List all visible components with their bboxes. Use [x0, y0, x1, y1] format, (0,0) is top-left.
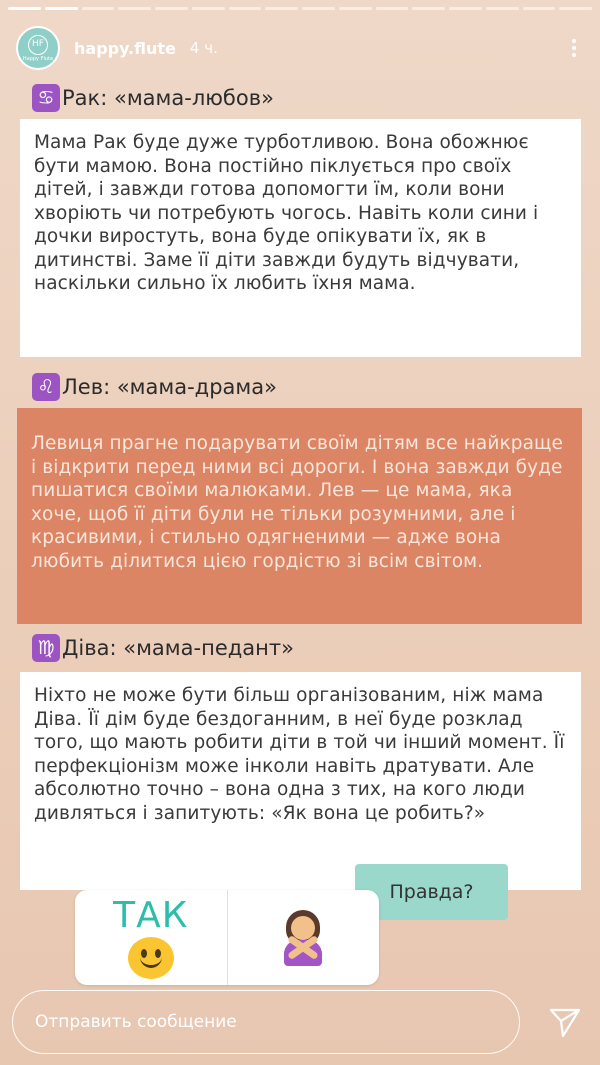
card-text: Левиця прагне подарувати своїм дітям все найкраще і відкрити перед ними всі дороги. І вона завжди буде пишатися своїми малюками. Лев — це мама, яка хоче, щоб її діти були не тільки розумними, але і красивими, і стильно одягненими — адже вона любить ділитися цією гордістю зі всім світом.	[31, 433, 564, 572]
smiling-face-icon	[128, 937, 174, 979]
section-title-text: Лев: «мама-драма»	[62, 375, 277, 399]
progress-segment	[412, 7, 445, 10]
reply-input[interactable]	[12, 990, 520, 1054]
leo-sign-icon: ♌	[32, 373, 60, 401]
section-title-virgo	[32, 634, 294, 662]
progress-segment	[376, 7, 409, 10]
section-title-cancer	[32, 84, 274, 112]
poll-widget	[75, 890, 379, 985]
poll-option-yes[interactable]	[75, 890, 227, 985]
post-time: 4 ч.	[189, 39, 218, 57]
progress-segment	[523, 7, 556, 10]
avatar-logo: HF	[28, 35, 48, 55]
card-text: Мама Рак буде дуже турботливою. Вона обожнює бути мамою. Вона постійно піклується про своїх дітей, і завжди готова допомогти їм, коли вони хворіють чи потребують чогось. Навіть коли сини і дочки виростуть, вона буде опікувати їх, як в дитинстві. Заме її діти завжди будуть відчувати, наскільки сильно їх любить їхня мама.	[34, 132, 539, 294]
avatar[interactable]	[16, 26, 60, 70]
progress-segment	[45, 7, 78, 10]
text-card-virgo	[20, 672, 581, 890]
send-icon[interactable]	[548, 1005, 582, 1039]
username[interactable]: happy.flute	[74, 38, 176, 58]
section-title-leo	[32, 373, 277, 401]
progress-segment	[118, 7, 151, 10]
section-title-text: Рак: «мама-любов»	[62, 86, 274, 110]
reply-placeholder: Отправить сообщение	[35, 1012, 237, 1032]
poll-question: Правда?	[355, 864, 508, 920]
cancer-sign-icon: ♋	[32, 84, 60, 112]
progress-segment	[192, 7, 225, 10]
more-options-icon[interactable]	[564, 39, 584, 57]
woman-gesturing-no-icon	[278, 910, 328, 966]
story-progress-bar	[8, 7, 592, 10]
card-text: Ніхто не може бути більш організованим, ніж мама Діва. Її дім буде бездоганним, в неї буде розклад того, що мають робити діти в той чи інший момент. Її перфекціонізм може інколи навіть дратувати. Але абсолютно точно – вона одна з тих, на кого люди дивляться і запитують: «Як вона це робить?»	[34, 685, 565, 824]
progress-segment	[265, 7, 298, 10]
progress-segment	[559, 7, 592, 10]
progress-segment	[229, 7, 262, 10]
progress-segment	[302, 7, 335, 10]
progress-segment	[155, 7, 188, 10]
text-card-leo	[17, 408, 582, 624]
progress-segment	[486, 7, 519, 10]
virgo-sign-icon: ♍	[32, 634, 60, 662]
poll-option-no[interactable]	[227, 890, 380, 985]
progress-segment	[82, 7, 115, 10]
progress-segment	[449, 7, 482, 10]
progress-segment	[339, 7, 372, 10]
section-title-text: Діва: «мама-педант»	[62, 636, 294, 660]
progress-segment	[8, 7, 41, 10]
poll-option-yes-label: ТАК	[113, 894, 189, 936]
story-header	[16, 26, 584, 70]
avatar-caption: Happy Flute	[22, 55, 54, 62]
text-card-cancer	[20, 119, 581, 357]
